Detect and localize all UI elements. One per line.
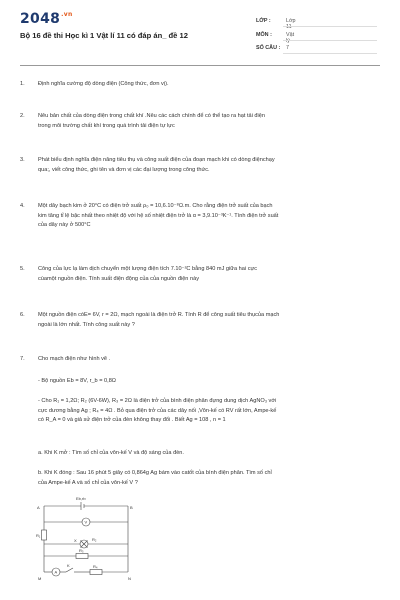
question-text (38, 156, 383, 175)
r2-label: R₂ (92, 537, 97, 542)
question-number: 3. (20, 157, 25, 163)
meta-count-value: 7 (286, 45, 289, 51)
r3-label: R₃ (79, 548, 84, 553)
meta-class-value: Lớp 11 (286, 18, 296, 30)
question-number: 1. (20, 81, 25, 87)
question-text (38, 355, 383, 365)
switch-k-label: K (67, 563, 70, 568)
question-number: 5. (20, 266, 25, 272)
question-line: Nêu bản chất của dòng điện trong chất khí .Nêu các cách chính để có thể tạo ra hạt tải điện (38, 113, 266, 119)
question-line: trong môi trường chất khí trong quá trình tải điện tự lực (38, 122, 175, 129)
meta-underline (283, 26, 377, 27)
question-number: 7. (20, 356, 25, 362)
circuit-diagram (36, 494, 136, 584)
r1-label: R₁ (36, 533, 41, 538)
question-line: Phát biểu định nghĩa điện năng tiêu thụ và công suất điện của đoạn mạch khi có dòng điệnchạy (38, 157, 275, 163)
meta-count-label: SỐ CÂU : (256, 45, 281, 51)
question-line: cùamột nguồn điện. Tính suất điện động của của nguồn điện này (38, 275, 199, 282)
q7-part-a: a. Khi K mở : Tìm số chỉ của vôn-kế V và độ sáng của đèn. (38, 450, 184, 456)
meta-underline (283, 40, 377, 41)
question-line: ngoài là lớn nhất. Tính công suất này ? (38, 321, 135, 328)
node-a-label: A (37, 505, 40, 510)
logo-text: 2048 (20, 11, 61, 27)
question-number: 2. (20, 113, 25, 119)
logo-tld: .vn (61, 11, 73, 18)
question-text (38, 112, 383, 131)
document-header (0, 0, 400, 66)
meta-underline (283, 53, 377, 54)
q7-line: b. Khi K đóng : Sau 16 phút 5 giây có 0,864g Ag bám vào catốt của bình điện phân. Tìm số chỉ (38, 470, 272, 476)
q7-line: - Cho R₁ = 1,2Ω; R₂ (6V-6W), R₃ = 2Ω là điện trở của bình điện phân đựng dung dịch AgNO₃ với (38, 398, 277, 404)
q7-part-b (38, 469, 378, 488)
q7-line: có R_A = 0 và giả sử điện trở của đèn không thay đổi . Biết Ag = 108 , n = 1 (38, 417, 226, 424)
lamp-label: X (74, 538, 77, 543)
q7-components (38, 397, 378, 426)
q7-source-info: - Bộ nguồn Eb = 8V, r_b = 0,8Ω (38, 378, 116, 384)
question-text (38, 265, 383, 284)
meta-class-label: LỚP : (256, 18, 271, 24)
q7-line: của Ampe-kế A và số chỉ của vôn-kế V ? (38, 479, 138, 486)
question-line: Định nghĩa cường độ dòng điện (Công thức, đơn vị). (38, 81, 169, 87)
question-line: Một dây bạch kim ở 20°C có điện trở suất ρ₀ = 10,6.10⁻⁸Ω.m. Cho rằng điện trở suất của bạch (38, 203, 273, 209)
question-line: Cho mạch điện như hình vẽ . (38, 356, 111, 362)
source-label: Eb,rb (76, 496, 86, 501)
question-line: Công của lực lạ làm dịch chuyển một lượng điện tích 7.10⁻²C bằng 840 mJ giữa hai cực (38, 266, 258, 272)
meta-subject-value: Vật lý (286, 32, 295, 44)
header-divider (20, 65, 380, 66)
q7-line: cực dương bằng Ag ; R₄ = 4Ω . Bỏ qua điện trở của các dây nối ,Vôn-kế có RV rất lớn, Ampe-kế (38, 407, 277, 414)
question-line: Một nguồn điện cóE= 6V, r = 2Ω, mạch ngoài là điện trở R. Tính R để công suất tiêu thụcủa mạch (38, 312, 280, 318)
question-text (38, 80, 383, 90)
question-line: của dây này ở 500°C (38, 222, 91, 229)
r4-label: R₄ (93, 564, 98, 569)
document-title: Bộ 16 đề thi Học kì 1 Vật lí 11 có đáp án_ đề 12 (20, 31, 188, 40)
question-text (38, 311, 383, 330)
ammeter-label: A (54, 569, 58, 575)
question-line: kim tăng tỉ lệ bậc nhất theo nhiệt độ với hệ số nhiệt điện trở là α = 3,9.10⁻³K⁻¹. Tính điện trở suất (38, 212, 279, 219)
node-m-label: M (38, 576, 42, 581)
question-number: 6. (20, 312, 25, 318)
question-line: qua;, viết công thức, ghi tên và đơn vị các đại lượng trong công thức. (38, 166, 210, 173)
node-b-label: B (130, 505, 133, 510)
voltmeter-label: V (84, 519, 88, 525)
question-text (38, 202, 383, 231)
node-n-label: N (128, 576, 131, 581)
question-number: 4. (20, 203, 25, 209)
site-logo[interactable] (20, 11, 73, 27)
meta-subject-label: MÔN : (256, 32, 272, 38)
